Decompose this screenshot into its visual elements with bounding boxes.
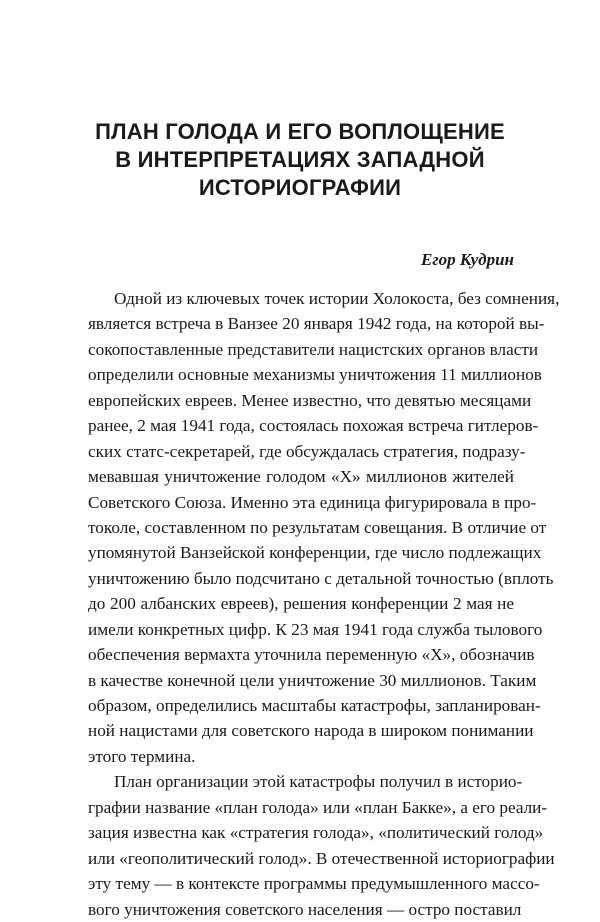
text-line: уничтожению было подсчитано с детальной точностью (вплоть	[88, 568, 554, 588]
text-line: образом, определились масштабы катастрофы, запланирован-	[88, 696, 541, 715]
text-line: графии название «план голода» или «план Бакке», а его реали-	[88, 797, 548, 817]
chapter-title	[0, 118, 600, 202]
body-text	[88, 286, 560, 922]
chapter-title-line: ИСТОРИОГРАФИИ	[198, 175, 402, 200]
text-line: или «геополитический голод». В отечественной историографии	[88, 848, 555, 868]
paragraph	[88, 286, 560, 769]
text-line: европейских евреев. Менее известно, что девятью месяцами	[88, 390, 532, 410]
text-line: обеспечения вермахта уточнила переменную «Х», обозначив	[88, 645, 535, 665]
text-line: является встреча в Ванзее 20 января 1942 года, на которой вы-	[88, 314, 545, 334]
text-line: Советского Союза. Именно эта единица фигурировала в про-	[88, 492, 537, 512]
text-line: этого термина.	[88, 746, 196, 766]
text-line: в качестве конечной цели уничтожение 30 миллионов. Таким	[88, 670, 537, 690]
text-line: ских статс-секретарей, где обсуждалась стратегия, подразу-	[88, 441, 526, 461]
text-line: ранее, 2 мая 1941 года, состоялась похожая встреча гитлеров-	[88, 416, 539, 436]
text-line: упомянутой Ванзейской конференции, где число подлежащих	[88, 543, 542, 563]
paragraph	[88, 769, 555, 922]
author-name: Егор Кудрин	[421, 250, 514, 269]
text-line: вого уничтожения советского населения — остро поставил	[88, 899, 522, 919]
text-line: ной нацистами для советского народа в широком понимании	[88, 721, 534, 741]
text-line: имели конкретных цифр. К 23 мая 1941 года служба тылового	[88, 619, 543, 639]
text-line: зация известна как «стратегия голода», «политический голод»	[88, 823, 544, 843]
text-line: сокопоставленные представители нацистских органов власти	[88, 339, 539, 359]
text-line: эту тему — в контексте программы предумышленного массо-	[88, 874, 540, 894]
text-line: Одной из ключевых точек истории Холокоста, без сомнения,	[114, 289, 560, 308]
text-line: мевавшая уничтожение голодом «Х» миллионов жителей	[88, 467, 514, 487]
chapter-title-line: ПЛАН ГОЛОДА И ЕГО ВОПЛОЩЕНИЕ	[95, 119, 505, 144]
chapter-title-line: В ИНТЕРПРЕТАЦИЯХ ЗАПАДНОЙ	[115, 147, 485, 172]
text-line: до 200 албанских евреев), решения конференции 2 мая не	[88, 594, 514, 614]
text-line: токоле, составленном по результатам совещания. В отличие от	[88, 517, 547, 537]
text-line: определили основные механизмы уничтожения 11 миллионов	[88, 365, 542, 385]
text-line: План организации этой катастрофы получил в историо-	[114, 772, 523, 792]
